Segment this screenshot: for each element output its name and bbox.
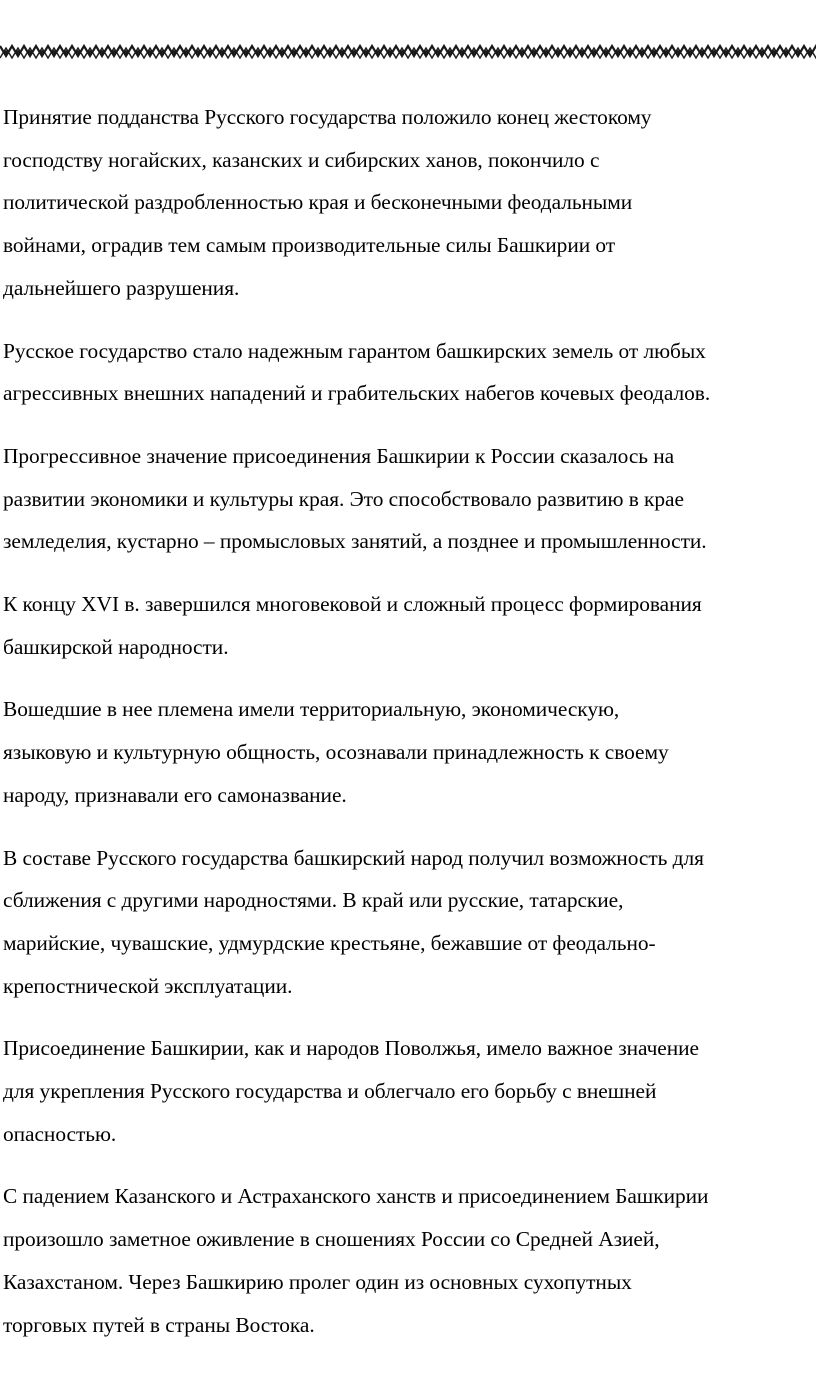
paragraph-1: Принятие подданства Русского государства положило конец жестокому господству ногайских, казанских и сибирских ханов, покончило с политической раздробленностью края и бесконечными феодальными войнами, оградив тем самым производительные силы Башкирии от дальнейшего разрушения. <box>3 105 652 300</box>
paragraph-7: Присоединение Башкирии, как и народов Поволжья, имело важное значение для укрепления Русского государства и облегчало его борьбу с внешней опасностью. <box>3 1036 699 1146</box>
paragraph-6: В составе Русского государства башкирский народ получил возможность для сближения с другими народностями. В край или русские, татарские, марийские, чувашские, удмурдские крестьяне, бежавшие от феодально- крепостнической эксплуатации. <box>3 845 704 998</box>
paragraph-5: Вошедшие в нее племена имели территориальную, экономическую, языковую и культурную общность, осознавали принадлежность к своему народу, признавали его самоназвание. <box>3 697 669 807</box>
paragraph-3: Прогрессивное значение присоединения Башкирии к России сказалось на развитии экономики и культуры края. Это способствовало развитию в крае земледелия, кустарно – промысловых занятий, а позднее и промышленности. <box>3 443 707 554</box>
paragraph-8: С падением Казанского и Астраханского ханств и присоединением Башкирии произошло заметное оживление в сношениях России со Средней Азией, Казахстаном. Через Башкирию пролег один из основных сухопутных торговых путей в страны Востока. <box>3 1184 709 1337</box>
decorative-border <box>0 40 816 64</box>
document-body <box>3 96 815 1366</box>
paragraph-2: Русское государство стало надежным гарантом башкирских земель от любых агрессивных внешних нападений и грабительских набегов кочевых феодалов. <box>3 338 711 406</box>
paragraph-4: К концу XVI в. завершился многовековой и сложный процесс формирования башкирской народности. <box>3 592 702 659</box>
